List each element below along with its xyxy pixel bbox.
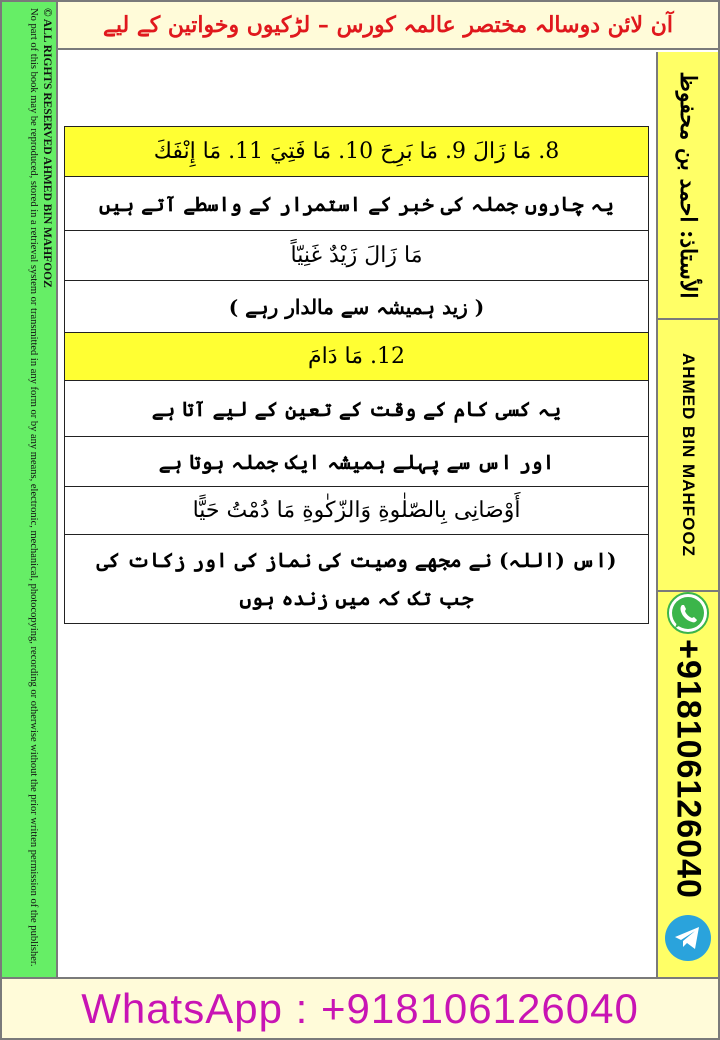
row-text: مَا زَالَ زَيْدٌ غَنِيّاً: [290, 243, 423, 268]
course-header: [58, 2, 718, 50]
copyright-body: No part of this book may be reproduced, stored in a retrieval system or transmitted in any form or by any means, electronic, mechanical, photocopying, recording or otherwise without the prior written permission of the publisher.: [28, 8, 39, 967]
teacher-name-urdu: الأستاذ: احمد بن محفوظ: [675, 71, 701, 299]
table-row: [65, 231, 648, 281]
row-text: یہ کسی کام کے وقت کے تعین کے لیے آتا ہے: [151, 396, 562, 421]
table-row: [65, 437, 648, 487]
phone-number: +918106126040: [669, 639, 708, 899]
author-name-box: [658, 320, 718, 592]
lesson-table: [64, 126, 649, 624]
table-row: [65, 127, 648, 177]
footer-whatsapp[interactable]: WhatsApp : +918106126040: [81, 984, 639, 1032]
whatsapp-icon[interactable]: [661, 592, 715, 634]
table-row: [65, 535, 648, 623]
copyright-block: [6, 8, 54, 970]
footer-bar: [2, 977, 718, 1038]
author-name: AHMED BIN MAHFOOZ: [679, 353, 698, 557]
row-text: اور اس سے پہلے ہمیشہ ایک جملہ ہوتا ہے: [158, 449, 555, 474]
row-text: ( زید ہمیشہ سے مالدار رہے ): [228, 294, 485, 319]
table-row: [65, 177, 648, 231]
table-row: [65, 281, 648, 333]
row-text: یہ چاروں جملہ کی خبر کے استمرار کے واسطے آتے ہیں: [99, 191, 614, 216]
telegram-icon[interactable]: [661, 905, 715, 971]
row-text: أَوْصَانِی بِالصّلٰوةِ وَالزّكٰوةِ مَا دُمْتُ حَيًّا: [192, 498, 521, 523]
copyright-strip: [2, 2, 58, 977]
table-row: [65, 333, 648, 381]
phone-box: [658, 634, 718, 904]
row-text: (اس (اللہ) نے مجھے وصیت کی نماز کی اور زکات کی جب تک کہ میں زندہ ہوں: [96, 548, 617, 610]
table-row: [65, 487, 648, 535]
teacher-strip: [656, 52, 718, 977]
row-text: 8. مَا زَالَ 9. مَا بَرِحَ 10. مَا فَتِيَ 11. مَا إِنْفَكَ: [153, 139, 560, 164]
teacher-box: [658, 52, 718, 320]
copyright-title: © ALL RIGHTS RESERVED AHMED BIN MAHFOOZ: [41, 8, 53, 288]
course-title: آن لائن دوسالہ مختصر عالمہ کورس – لڑکیوں وخواتین کے لیے: [102, 12, 673, 38]
table-row: [65, 381, 648, 437]
row-text: 12. مَا دَامَ: [308, 344, 405, 369]
